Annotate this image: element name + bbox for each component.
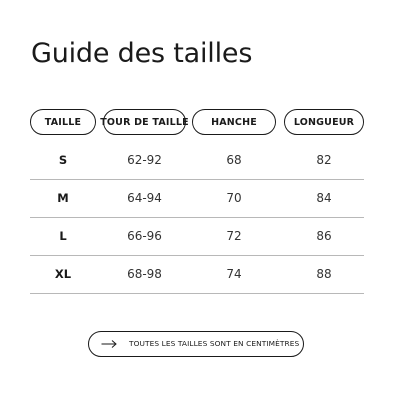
header-waist: TOUR DE TAILLE	[103, 109, 186, 135]
header-length: LONGUEUR	[284, 109, 364, 135]
table-row	[30, 218, 364, 256]
page-title: Guide des tailles	[31, 38, 253, 69]
header-hip: HANCHE	[192, 109, 276, 135]
hip-cell: 72	[226, 229, 242, 243]
table-row	[30, 142, 364, 180]
waist-cell: 68-98	[127, 267, 162, 281]
units-note-text: TOUTES LES TAILLES SONT EN CENTIMÈTRES	[129, 339, 300, 348]
hip-cell: 70	[226, 191, 242, 205]
table-header	[30, 109, 364, 137]
size-cell: S	[58, 153, 68, 167]
waist-cell: 64-94	[127, 191, 162, 205]
size-table	[30, 142, 364, 294]
size-cell: L	[59, 229, 67, 243]
hip-cell: 68	[226, 153, 242, 167]
table-row	[30, 180, 364, 218]
length-cell: 88	[316, 267, 332, 281]
size-cell: XL	[54, 267, 72, 281]
arrow-right-icon	[101, 339, 117, 349]
waist-cell: 62-92	[127, 153, 162, 167]
waist-cell: 66-96	[127, 229, 162, 243]
size-cell: M	[57, 191, 69, 205]
length-cell: 82	[316, 153, 332, 167]
header-size: TAILLE	[30, 109, 96, 135]
units-note	[88, 331, 304, 357]
hip-cell: 74	[226, 267, 242, 281]
table-row	[30, 256, 364, 294]
length-cell: 86	[316, 229, 332, 243]
length-cell: 84	[316, 191, 332, 205]
